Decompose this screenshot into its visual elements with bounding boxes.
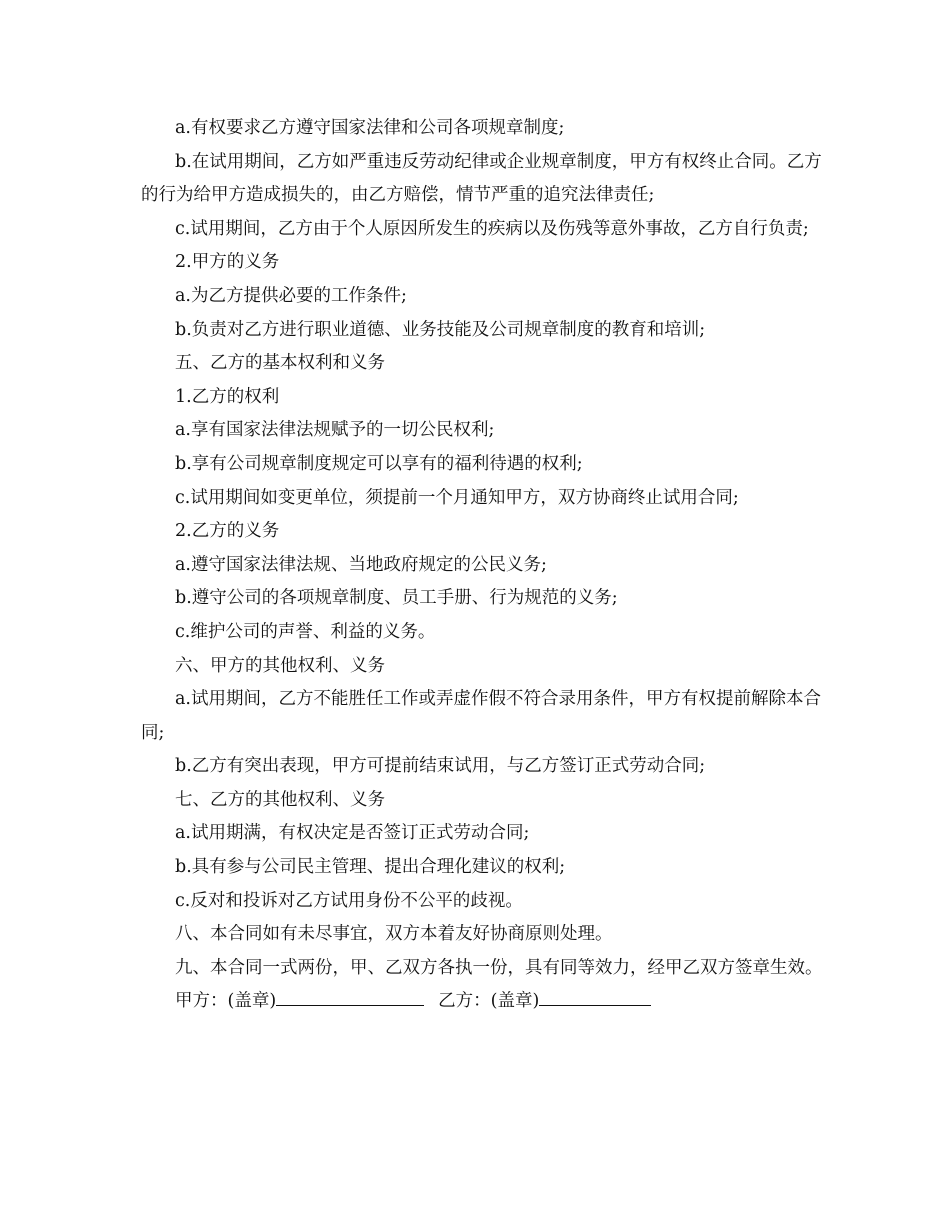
clause-paragraph: b.乙方有突出表现，甲方可提前结束试用，与乙方签订正式劳动合同; [175, 756, 706, 777]
party-b-signature-field[interactable] [539, 987, 651, 1006]
clause-paragraph: a.遵守国家法律法规、当地政府规定的公民义务; [175, 554, 547, 575]
clause-paragraph: b.享有公司规章制度规定可以享有的福利待遇的权利; [175, 453, 583, 474]
clause-paragraph: a.为乙方提供必要的工作条件; [175, 285, 407, 306]
clause-heading: 2.乙方的义务 [175, 521, 280, 542]
clause-paragraph: a.有权要求乙方遵守国家法律和公司各项规章制度; [175, 118, 565, 138]
clause-heading: 1.乙方的权利 [175, 386, 280, 407]
clause-paragraph: b.遵守公司的各项规章制度、员工手册、行为规范的义务; [175, 588, 618, 609]
clause-paragraph: c.维护公司的声誉、利益的义务。 [175, 621, 436, 642]
signature-line [141, 985, 831, 1019]
section-heading: 七、乙方的其他权利、义务 [175, 789, 385, 810]
clause-paragraph: c.试用期间，乙方由于个人原因所发生的疾病以及伤残等意外事故，乙方自行负责; [175, 218, 809, 239]
party-a-label: 甲方：(盖章) [175, 991, 277, 1012]
party-b-label: 乙方：(盖章) [438, 991, 540, 1012]
clause-paragraph: b.在试用期间，乙方如严重违反劳动纪律或企业规章制度，甲方有权终止合同。乙方的行为给甲方造成损失的，由乙方赔偿，情节严重的追究法律责任; [141, 151, 822, 206]
section-heading: 九、本合同一式两份，甲、乙双方各执一份，具有同等效力，经甲乙双方签章生效。 [175, 957, 823, 978]
section-heading: 五、乙方的基本权利和义务 [175, 353, 385, 374]
party-a-signature-field[interactable] [276, 987, 424, 1006]
clause-paragraph: a.试用期间，乙方不能胜任工作或弄虚作假不符合录用条件，甲方有权提前解除本合同; [141, 689, 821, 743]
clause-paragraph: a.试用期满，有权决定是否签订正式劳动合同; [175, 823, 530, 844]
clause-paragraph: c.反对和投诉对乙方试用身份不公平的歧视。 [175, 890, 523, 911]
clause-paragraph: b.负责对乙方进行职业道德、业务技能及公司规章制度的教育和培训; [175, 319, 706, 340]
clause-paragraph: a.享有国家法律法规赋予的一切公民权利; [175, 420, 495, 441]
clause-paragraph: b.具有参与公司民主管理、提出合理化建议的权利; [175, 857, 566, 878]
clause-paragraph: c.试用期间如变更单位，须提前一个月通知甲方，双方协商终止试用合同; [175, 487, 739, 508]
clause-heading: 2.甲方的义务 [175, 252, 280, 273]
section-heading: 六、甲方的其他权利、义务 [175, 655, 385, 676]
contract-body [141, 112, 831, 1019]
section-heading: 八、本合同如有未尽事宜，双方本着友好协商原则处理。 [175, 924, 613, 945]
